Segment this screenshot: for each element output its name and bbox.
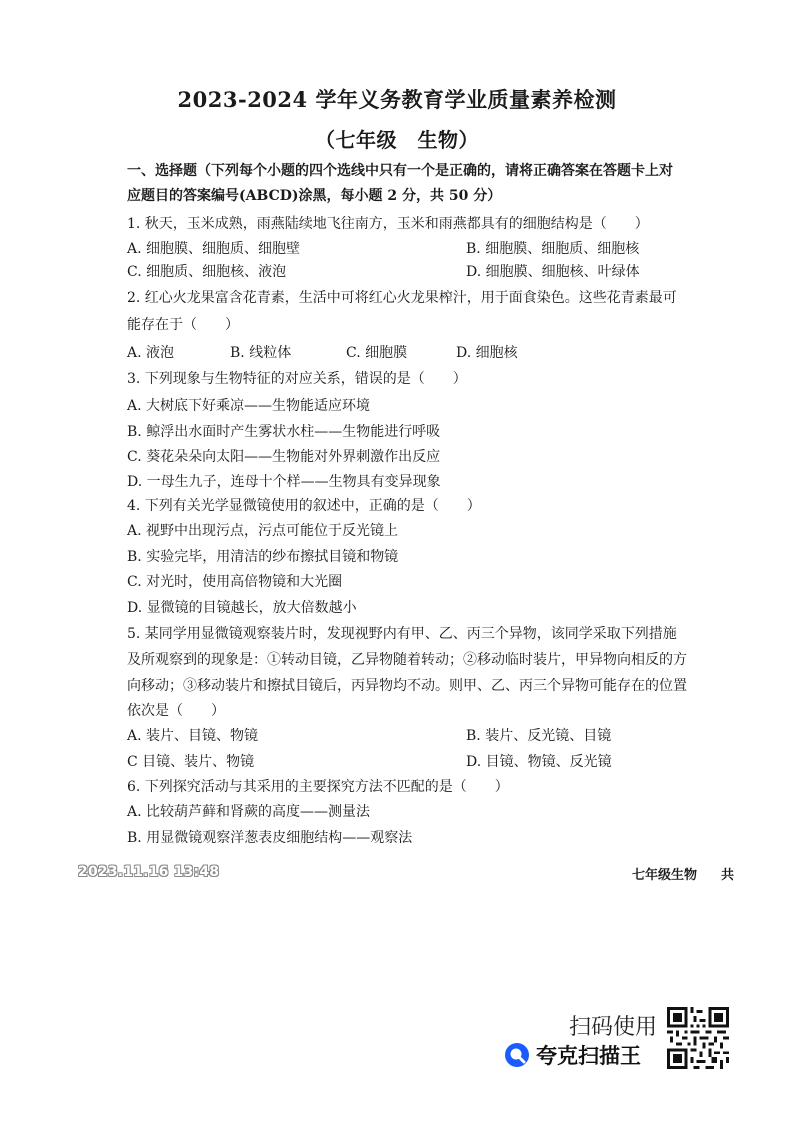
question-4-option-d: D. 显微镜的目镜越长，放大倍数越小: [127, 600, 357, 616]
question-2-option-a: A. 液泡: [127, 345, 175, 361]
question-4-stem: 4. 下列有关光学显微镜使用的叙述中，正确的是（ ）: [127, 498, 481, 514]
question-5-stem-line3: 向移动；③移动装片和擦拭目镜后，丙异物均不动。则甲、乙、丙三个异物可能存在的位置: [127, 678, 687, 694]
question-1-option-c: C. 细胞质、细胞核、液泡: [127, 264, 287, 280]
question-2-option-b: B. 线粒体: [230, 345, 292, 361]
footer-grade-subject: 七年级生物: [632, 868, 698, 883]
question-5-stem-line2: 及所观察到的现象是：①转动目镜，乙异物随着转动；②移动临时装片，甲异物向相反的方: [127, 652, 687, 668]
scanner-brand: [504, 1040, 641, 1070]
section-instructions-line2: 应题目的答案编号(ABCD)涂黑，每小题 2 分，共 50 分）: [127, 188, 502, 204]
exam-subtitle: （七年级 生物）: [315, 128, 479, 152]
question-4-option-a: A. 视野中出现污点，污点可能位于反光镜上: [127, 523, 399, 539]
question-5-option-c: C 目镜、装片、物镜: [127, 754, 255, 770]
scan-prompt: 扫码使用: [569, 1015, 658, 1040]
question-4-option-c: C. 对光时，使用高倍物镜和大光圈: [127, 574, 343, 590]
question-6-option-a: A. 比较葫芦藓和肾蕨的高度——测量法: [127, 804, 371, 820]
question-1-option-a: A. 细胞膜、细胞质、细胞壁: [127, 241, 301, 257]
question-5-option-b: B. 装片、反光镜、目镜: [466, 728, 612, 744]
question-3-stem: 3. 下列现象与生物特征的对应关系，错误的是（ ）: [127, 371, 467, 387]
question-5-option-d: D. 目镜、物镜、反光镜: [466, 754, 612, 770]
brand-name: 夸克扫描王: [536, 1044, 641, 1068]
question-2-option-c: C. 细胞膜: [346, 345, 408, 361]
exam-title: 2023-2024 学年义务教育学业质量素养检测: [177, 87, 617, 112]
question-5-stem-line4: 依次是（ ）: [127, 703, 225, 719]
question-6-stem: 6. 下列探究活动与其采用的主要探究方法不匹配的是（ ）: [127, 779, 509, 795]
question-1-option-d: D. 细胞膜、细胞核、叶绿体: [466, 264, 640, 280]
question-3-option-c: C. 葵花朵朵向太阳——生物能对外界刺激作出反应: [127, 449, 441, 465]
section-instructions-line1: 一、选择题（下列每个小题的四个选线中只有一个是正确的，请将正确答案在答题卡上对: [127, 163, 673, 179]
question-2-stem-line1: 2. 红心火龙果富含花青素，生活中可将红心火龙果榨汁，用于面食染色。这些花青素最可: [127, 290, 677, 306]
question-3-option-d: D. 一母生九子，连母十个样——生物具有变异现象: [127, 474, 441, 490]
question-1-option-b: B. 细胞膜、细胞质、细胞核: [466, 241, 640, 257]
question-3-option-b: B. 鲸浮出水面时产生雾状水柱——生物能进行呼吸: [127, 424, 441, 440]
quark-logo-icon: [504, 1042, 530, 1068]
question-2-stem-line2: 能存在于（ ）: [127, 317, 239, 333]
footer-total: 共: [721, 868, 735, 883]
qr-code-icon[interactable]: [667, 1007, 729, 1069]
question-5-stem-line1: 5. 某同学用显微镜观察装片时，发现视野内有甲、乙、丙三个异物，该同学采取下列措施: [127, 626, 677, 642]
question-6-option-b: B. 用显微镜观察洋葱表皮细胞结构——观察法: [127, 830, 413, 846]
question-4-option-b: B. 实验完毕，用清洁的纱布擦拭目镜和物镜: [127, 549, 399, 565]
question-5-option-a: A. 装片、目镜、物镜: [127, 728, 259, 744]
question-3-option-a: A. 大树底下好乘凉——生物能适应环境: [127, 398, 371, 414]
question-1-stem: 1. 秋天，玉米成熟，雨燕陆续地飞往南方，玉米和雨燕都具有的细胞结构是（ ）: [127, 216, 649, 232]
question-2-option-d: D. 细胞核: [456, 345, 518, 361]
scan-timestamp: 2023.11.16 13:48: [78, 864, 220, 880]
